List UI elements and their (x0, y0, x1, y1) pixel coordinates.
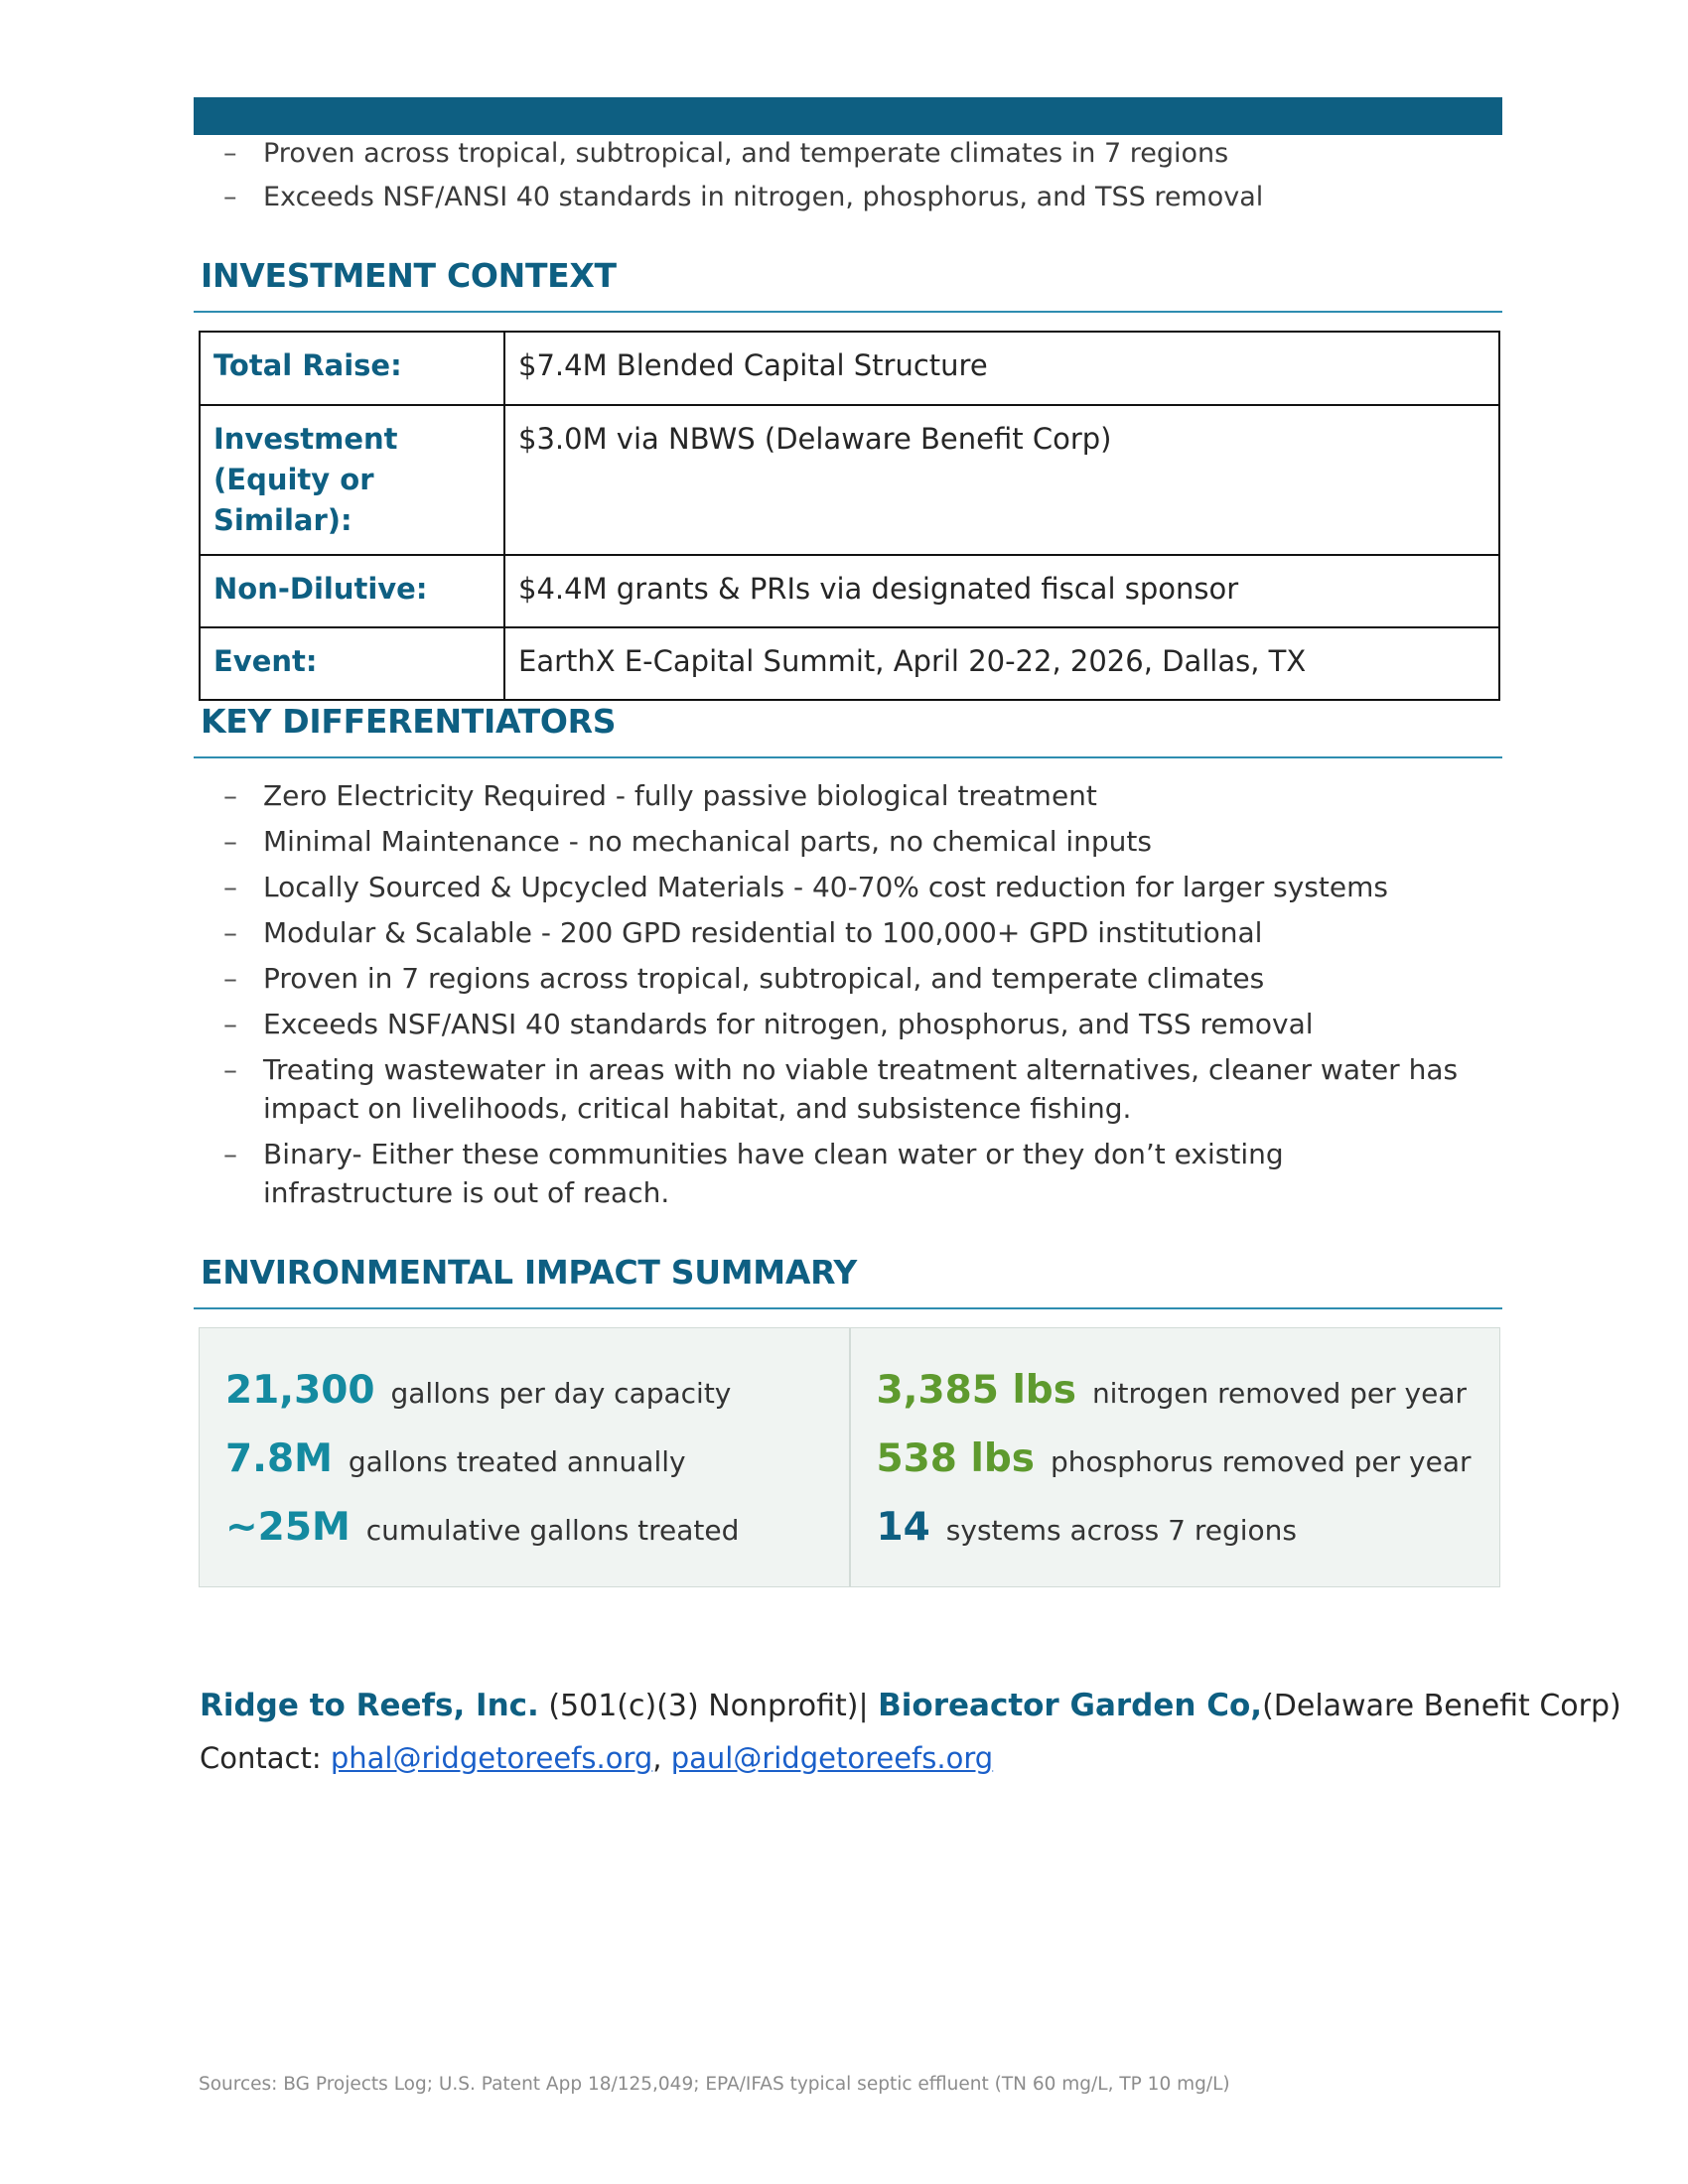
bullet-dash: – (223, 1138, 237, 1170)
table-row (200, 405, 1499, 555)
impact-column-left (200, 1328, 851, 1586)
stat-value: 21,300 (225, 1368, 375, 1413)
bullet-dash: – (223, 182, 237, 212)
org-name-ridge-to-reefs: Ridge to Reefs, Inc. (200, 1688, 539, 1723)
section-divider (194, 756, 1502, 758)
contact-line (200, 1741, 993, 1775)
differentiators-list (223, 776, 1479, 1219)
bullet-dash: – (223, 779, 237, 812)
list-item: – Modular & Scalable - 200 GPD residential to 100,000+ GPD institutional (223, 913, 1479, 952)
stat-label: systems across 7 regions (945, 1514, 1298, 1547)
impact-stat (225, 1505, 849, 1573)
list-item: – Zero Electricity Required - fully passive biological treatment (223, 776, 1479, 815)
section-divider (194, 1307, 1502, 1309)
impact-stat (225, 1436, 849, 1505)
stat-label: gallons treated annually (348, 1445, 686, 1478)
bullet-dash: – (223, 825, 237, 858)
row-label: Investment (Equity or Similar): (200, 405, 504, 555)
row-label: Event: (200, 627, 504, 700)
email-link-phal[interactable]: phal@ridgetoreefs.org (330, 1741, 653, 1775)
table-row (200, 332, 1499, 405)
key-differentiators-heading: KEY DIFFERENTIATORS (201, 702, 617, 741)
row-value: $7.4M Blended Capital Structure (504, 332, 1499, 405)
list-item: – Exceeds NSF/ANSI 40 standards in nitrogen, phosphorus, and TSS removal (223, 178, 1479, 216)
stat-label: phosphorus removed per year (1051, 1445, 1472, 1478)
list-item: – Minimal Maintenance - no mechanical parts, no chemical inputs (223, 822, 1479, 861)
top-bullet-list (223, 134, 1479, 221)
separator: , (652, 1741, 662, 1775)
bullet-dash: – (223, 962, 237, 995)
stat-label: nitrogen removed per year (1091, 1377, 1467, 1410)
table-row (200, 555, 1499, 627)
stat-label: gallons per day capacity (390, 1377, 732, 1410)
row-value: $3.0M via NBWS (Delaware Benefit Corp) (504, 405, 1499, 555)
stat-label: cumulative gallons treated (365, 1514, 740, 1547)
row-value: $4.4M grants & PRIs via designated fiscal sponsor (504, 555, 1499, 627)
list-item: – Binary- Either these communities have clean water or they don’t existing infrastructure is out of reach. (223, 1135, 1479, 1212)
stat-value: 3,385 lbs (876, 1368, 1076, 1413)
row-label: Non-Dilutive: (200, 555, 504, 627)
impact-column-right (851, 1328, 1500, 1586)
stat-value: 14 (876, 1505, 930, 1550)
email-link-paul[interactable]: paul@ridgetoreefs.org (670, 1741, 994, 1775)
section-divider (194, 311, 1502, 313)
bullet-dash: – (223, 916, 237, 949)
row-label: Total Raise: (200, 332, 504, 405)
org-name-bioreactor-garden: Bioreactor Garden Co, (878, 1688, 1263, 1723)
list-item: – Proven across tropical, subtropical, and temperate climates in 7 regions (223, 134, 1479, 173)
row-value: EarthX E-Capital Summit, April 20-22, 2026, Dallas, TX (504, 627, 1499, 700)
list-item: – Proven in 7 regions across tropical, subtropical, and temperate climates (223, 959, 1479, 998)
org-type: (Delaware Benefit Corp) (1262, 1689, 1621, 1723)
contact-label: Contact: (200, 1741, 322, 1775)
stat-value: 7.8M (225, 1436, 333, 1481)
sources-footnote: Sources: BG Projects Log; U.S. Patent App 18/125,049; EPA/IFAS typical septic effluent (TN 60 mg/L, TP 10 mg/L) (199, 2074, 1230, 2095)
org-type: (501(c)(3) Nonprofit)| (548, 1689, 869, 1723)
investment-context-heading: INVESTMENT CONTEXT (201, 256, 617, 295)
bullet-dash: – (223, 1008, 237, 1040)
impact-stat (877, 1505, 1500, 1573)
impact-stat (225, 1368, 849, 1436)
impact-summary-box (199, 1327, 1500, 1587)
impact-stat (877, 1436, 1500, 1505)
investment-context-table (199, 331, 1500, 701)
stat-value: ~25M (225, 1505, 351, 1550)
impact-stat (877, 1368, 1500, 1436)
stat-value: 538 lbs (876, 1436, 1035, 1481)
list-item: – Treating wastewater in areas with no viable treatment alternatives, cleaner water has impact on livelihoods, critical habitat, and subsistence fishing. (223, 1050, 1479, 1128)
organization-line (200, 1688, 1621, 1723)
list-item: – Locally Sourced & Upcycled Materials - 40-70% cost reduction for larger systems (223, 868, 1479, 906)
header-color-bar (194, 97, 1502, 135)
list-item: – Exceeds NSF/ANSI 40 standards for nitrogen, phosphorus, and TSS removal (223, 1005, 1479, 1043)
bullet-dash: – (223, 871, 237, 903)
environmental-impact-heading: ENVIRONMENTAL IMPACT SUMMARY (201, 1253, 857, 1292)
bullet-dash: – (223, 138, 237, 169)
table-row (200, 627, 1499, 700)
bullet-dash: – (223, 1053, 237, 1086)
